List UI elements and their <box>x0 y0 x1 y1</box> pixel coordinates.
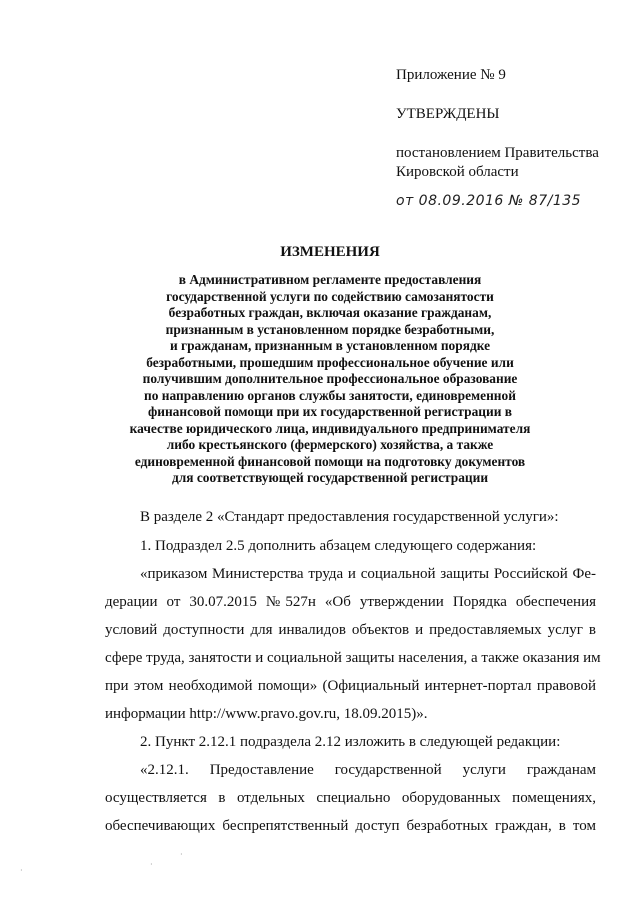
body-paragraph-1: В разделе 2 «Стандарт предоставления государственной услуги»: <box>140 509 559 525</box>
subtitle-line: либо крестьянского (фермерского) хозяйства, а также <box>166 437 494 452</box>
body-paragraph-3-line-5: при этом необходимой помощи» (Официальный интернет-портал правовой <box>105 678 596 694</box>
body-paragraph-3-line-1: «приказом Министерства труда и социальной защиты Российской Фе- <box>140 566 596 582</box>
body-paragraph-5-line-2: осуществляется в отдельных специально оборудованных помещениях, <box>105 790 596 806</box>
approved-label: УТВЕРЖДЕНЫ <box>396 106 500 122</box>
subtitle-line: получившим дополнительное профессиональное образование <box>142 371 518 386</box>
subtitle-line: для соответствующей государственной регистрации <box>171 470 489 485</box>
subtitle-line: финансовой помощи при их государственной регистрации в <box>147 404 513 419</box>
decree-line-1: постановлением Правительства <box>396 145 599 161</box>
appendix-label: Приложение № 9 <box>396 67 506 83</box>
subtitle-line: безработных граждан, включая оказание гражданам, <box>168 305 492 320</box>
scan-speck: · <box>180 850 183 859</box>
scan-speck: · <box>150 860 153 869</box>
decree-line-2: Кировской области <box>396 164 519 180</box>
body-paragraph-3-line-3: условий доступности для инвалидов объектов и предоставляемых услуг в <box>105 622 596 638</box>
subtitle-line: по направлению органов службы занятости, единовременной <box>144 387 516 403</box>
handwritten-date-number: от 08.09.2016 № 87/135 <box>396 193 582 209</box>
body-paragraph-5-line-3: обеспечивающих беспрепятственный доступ безработных граждан, в том <box>105 818 596 834</box>
body-paragraph-2: 1. Подраздел 2.5 дополнить абзацем следующего содержания: <box>140 538 537 554</box>
body-paragraph-3-line-4: сфере труда, занятости и социальной защиты населения, а также оказания им <box>105 650 601 666</box>
scan-speck: · <box>20 866 23 875</box>
subtitle-line: в Административном регламенте предоставления <box>178 272 482 287</box>
subtitle-line: и гражданам, признанным в установленном порядке <box>169 338 491 353</box>
subtitle-line: государственной услуги по содействию самозанятости <box>166 288 494 304</box>
subtitle-line: единовременной финансовой помощи на подготовку документов <box>134 453 526 469</box>
subtitle-line: признанным в установленном порядке безработными, <box>165 321 495 337</box>
subtitle-line: безработными, прошедшим профессиональное обучение или <box>146 354 514 370</box>
body-paragraph-4: 2. Пункт 2.12.1 подраздела 2.12 изложить в следующей редакции: <box>140 734 561 750</box>
subtitle-line: качестве юридического лица, индивидуального предпринимателя <box>129 420 531 436</box>
body-paragraph-5-line-1: «2.12.1. Предоставление государственной услуги гражданам <box>140 762 596 778</box>
document-subtitle <box>70 272 590 487</box>
body-paragraph-3-line-2: дерации от 30.07.2015 №527н «Об утверждении Порядка обеспечения <box>105 594 596 610</box>
document-title: ИЗМЕНЕНИЯ <box>280 244 380 260</box>
body-paragraph-3-line-6: информации http://www.pravo.gov.ru, 18.09.2015)». <box>105 706 428 722</box>
